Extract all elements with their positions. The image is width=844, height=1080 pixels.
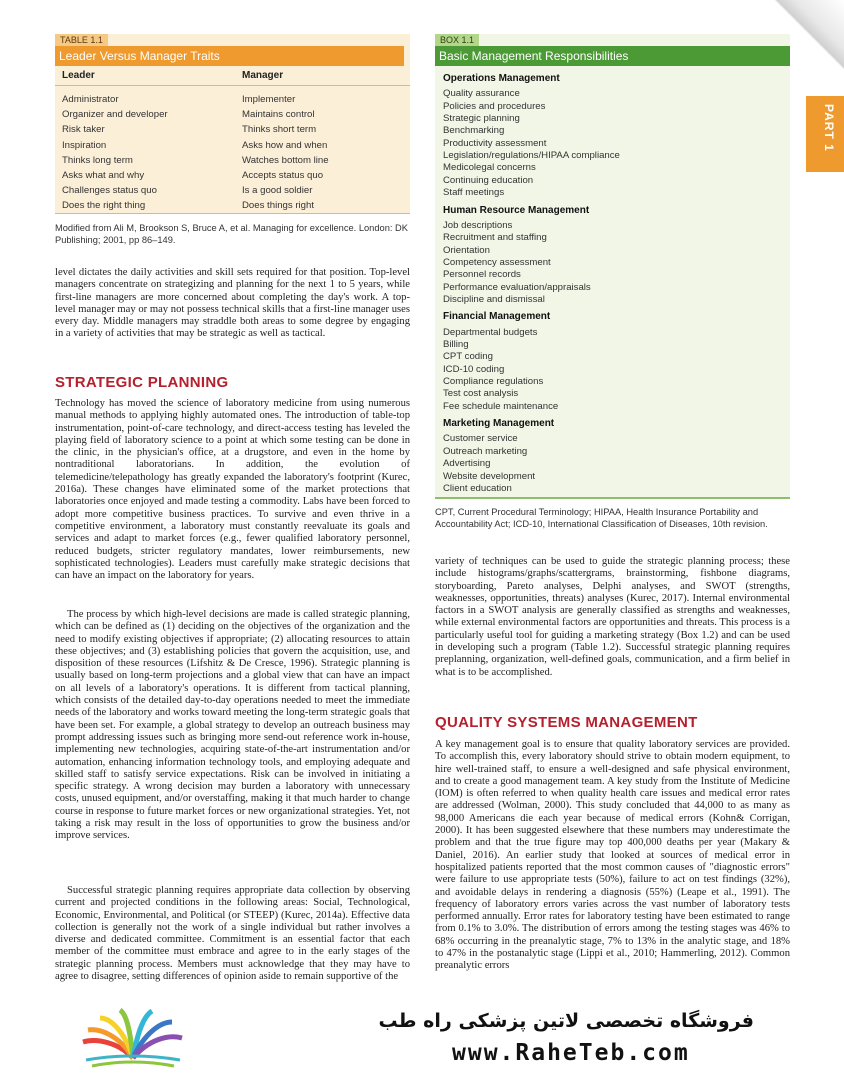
box-caption: CPT, Current Procedural Terminology; HIPAA, Health Insurance Portability and Accountability Act; ICD-10, International Classification of Diseases, 10th revision. <box>435 507 768 529</box>
table-cell: Is a good soldier <box>242 185 313 196</box>
box-section-heading: Financial Management <box>443 311 551 323</box>
paragraph-strategic-1: Technology has moved the science of laboratory medicine from using numerous manual methods to applying highly automated ones. The introduction of table-top instrumentation, point-of-care technology, and direct-access testing has leveled the playing field of laboratory science to a point at which some testing can be done in the clinic, in the physician's office, at a drugstore, and even in the home by nontraditional laboratorians. In addition, the evolution of telemedicine/telepathology has greatly expanded the laboratory's footprint (Kurec, 2016a). These changes have eliminated some of the market protections that laboratories once enjoyed and made testing a commodity. Labs have been forced to adopt more competitive business practices. To survive and even thrive in a competitive environment, a laboratory must constantly reevaluate its goals and services and adapt to market forces (e.g., fewer qualified laboratory personnel, reduced budgets, stricter regulatory mandates, lower reimbursements, new sophisticated technologies). Leaders must carefully make strategic decisions that can have an impact on the laboratory for years. <box>55 398 410 582</box>
box-list-item: Compliance regulations <box>443 376 544 388</box>
box-list-item: Competency assessment <box>443 256 551 268</box>
box-list-item: Medicolegal concerns <box>443 162 536 174</box>
table-header-manager: Manager <box>242 70 284 81</box>
box-list-item: Outreach marketing <box>443 445 528 457</box>
box-bottom-rule <box>435 497 790 499</box>
paragraph-quality: A key management goal is to ensure that quality laboratory services are provided. To accomplish this, every laboratory should strive to obtain modern equipment, to hire well-trained staff, to ensure a well-designed and safe physical environment, and to create a good management team. A key study from the Institute of Medicine (IOM) is often referred to when quality health care issues and medical error rates are addressed (Wolman, 2000). This study concluded that 44,000 to as many as 98,000 Americans die each year because of medical errors (Kohn& Corrigan, 2000). It has been suggested elsewhere that these numbers may underestimate the problem and that the true figure may top 400,000 deaths per year (Makary & Daniel, 2016). An earlier study that looked at sources of medical error in hospitalized patients reported that the most common causes of "diagnostic errors" were failure to use appropriate tests (50%), failure to act on test findings (32%), and avoidable delays in rendering a diagnosis (55%) (Leape et al., 1991). The frequency of laboratory errors varies across the vast number of laboratory tests performed annually. Error rates for laboratory testing have been estimated to range from 0.1% to 3.0%. The distribution of errors among the testing stages was 46% to 68% occurring in the preanalytic stage, 7% to 13% in the analytic stage, and 18% to 47% in the postanalytic stage (Lippi et al., 2010; Hammerling, 2012). Common preanalytic errors <box>435 739 790 972</box>
box-list-item: Productivity assessment <box>443 137 547 149</box>
table-cell: Thinks short term <box>242 124 317 135</box>
box-list-item: Fee schedule maintenance <box>443 400 559 412</box>
box-list-item: Continuing education <box>443 174 534 186</box>
table-tag: TABLE 1.1 <box>55 34 108 46</box>
box-list-item: Job descriptions <box>443 219 513 231</box>
table-title: Leader Versus Manager Traits <box>55 46 404 66</box>
store-title: فروشگاه تخصصی لاتین پزشکی راه طب <box>378 1010 754 1032</box>
table-cell: Risk taker <box>62 124 105 135</box>
box-list-item: ICD-10 coding <box>443 363 505 375</box>
heading-strategic-planning: STRATEGIC PLANNING <box>55 374 229 391</box>
paragraph-strategic-3: Successful strategic planning requires appropriate data collection by observing current and projected conditions in the following areas: Social, Technological, Economic, Environmental, and Political (or STEEP) (Kurec, 2014a). Effective data collection is generally not the work of a single individual but rather involves a diverse and dedicated committee. Commitment is an essential factor that each member of the committee must embrace and agree to in the early stages of the strategic planning process. Members must acknowledge that they may have to agree to disagree, setting differences of opinion aside to remain supportive of the <box>55 885 410 983</box>
table-header-leader: Leader <box>62 70 95 81</box>
table-bottom-rule <box>55 213 410 214</box>
box-list-item: Advertising <box>443 458 491 470</box>
box-list-item: Customer service <box>443 433 518 445</box>
table-caption: Modified from Ali M, Brookson S, Bruce A, et al. Managing for excellence. London: DK Publishing; 2001, pp 86–149. <box>55 223 408 245</box>
table-cell: Thinks long term <box>62 155 133 166</box>
box-section-heading: Human Resource Management <box>443 204 590 216</box>
paragraph-strategic-2: The process by which high-level decisions are made is called strategic planning, which can be defined as (1) deciding on the objectives of the organization and the need to modify existing objectives if appropriate; (2) allocating resources to attain these objectives; and (3) establishing policies that govern the acquisition, use, and disposition of these resources (Lifshitz & De Cresce, 1996). Strategic planning is usually based on long-term projections and a global view that can have an impact on all levels of a laboratory's operations. It is different from tactical planning, which consists of the detailed day-to-day operations needed to meet the immediate needs of the laboratory and works toward meeting the long-term strategic goals that have been set. For example, a global strategy to develop an outreach business may prompt addressing issues such as bringing more send-out reference work in-house, implementing new technologies, acquiring state-of-the-art instrumentation and/or automation, enhancing information technology tools, and employing adequate and skilled staff to satisfy service expectations. Risk can be involved in initiating a specific strategy. A wrong decision may burden a laboratory with unnecessary costs, unused equipment, and/or overstaffing, making it that much harder to change course in response to future market forces or new organizational strategies. Yet, not taking a risk may result in the loss of opportunities to grow the business and/or improve services. <box>55 609 410 842</box>
box-list-item: Discipline and dismissal <box>443 293 545 305</box>
box-title: Basic Management Responsibilities <box>435 46 790 66</box>
table-cell: Asks how and when <box>242 140 328 151</box>
table-cell: Maintains control <box>242 109 315 120</box>
box-list-item: Test cost analysis <box>443 388 519 400</box>
table-header-rule <box>55 85 410 86</box>
book-logo-icon <box>78 1008 188 1070</box>
box-list-item: Staff meetings <box>443 187 505 199</box>
table-cell: Inspiration <box>62 140 107 151</box>
table-cell: Accepts status quo <box>242 170 324 181</box>
table-cell: Implementer <box>242 94 296 105</box>
box-section-heading: Operations Management <box>443 73 560 84</box>
heading-quality-systems: QUALITY SYSTEMS MANAGEMENT <box>435 714 698 731</box>
box-list-item: Performance evaluation/appraisals <box>443 281 591 293</box>
paragraph-techniques: variety of techniques can be used to guide the strategic planning process; these include histograms/graphs/scattergrams, brainstorming, fishbone diagrams, storyboarding, Pareto analyses, Delphi analyses, and SWOT (strengths, weaknesses, opportunities, threats) analyses (Kurec, 2017). Internal environmental factors in a SWOT analysis are generally classified as strengths and weaknesses, while external environmental factors are opportunities and threats. This process is a particularly useful tool for guiding a marketing strategy (Box 1.2) and can be used in developing such a program (Table 1.2). Successful strategic planning requires preplanning, organization, well-defined goals, communication, and a firm belief in what is to be accomplished. <box>435 556 790 678</box>
box-section-heading: Marketing Management <box>443 418 555 430</box>
table-cell: Organizer and developer <box>62 109 168 120</box>
store-url: www.RaheTeb.com <box>452 1040 690 1066</box>
box-list-item: Policies and procedures <box>443 100 546 112</box>
box-list-item: Billing <box>443 339 469 350</box>
table-cell: Challenges status quo <box>62 185 157 196</box>
table-cell: Does the right thing <box>62 200 146 211</box>
box-list-item: Orientation <box>443 244 490 256</box>
box-tag: BOX 1.1 <box>435 34 479 46</box>
intro-paragraph: level dictates the daily activities and skill sets required for that position. Top-level managers concentrate on strategizing and planning for the next 1 to 5 years, while first-line managers are more concerned about completing the day's work. A top-level manager may or may not possess technical skills that a first-line manager uses every day. Middle managers may straddle both areas to some degree by engaging in a variety of activities that may be strategic as well as tactical. <box>55 267 410 340</box>
box-list-item: Departmental budgets <box>443 326 538 338</box>
box-list-item: Personnel records <box>443 269 521 281</box>
part-label: PART 1 <box>822 104 836 152</box>
table-cell: Does things right <box>242 200 314 211</box>
box-list-item: Benchmarking <box>443 125 505 137</box>
box-list-item: Strategic planning <box>443 113 520 125</box>
box-list-item: Recruitment and staffing <box>443 232 547 244</box>
table-cell: Administrator <box>62 94 119 105</box>
table-cell: Watches bottom line <box>242 155 329 166</box>
box-list-item: Client education <box>443 482 512 494</box>
box-list-item: Website development <box>443 470 536 482</box>
table-cell: Asks what and why <box>62 170 145 181</box>
box-list-item: Quality assurance <box>443 88 520 100</box>
box-list-item: CPT coding <box>443 351 493 363</box>
box-list-item: Legislation/regulations/HIPAA compliance <box>443 150 620 162</box>
